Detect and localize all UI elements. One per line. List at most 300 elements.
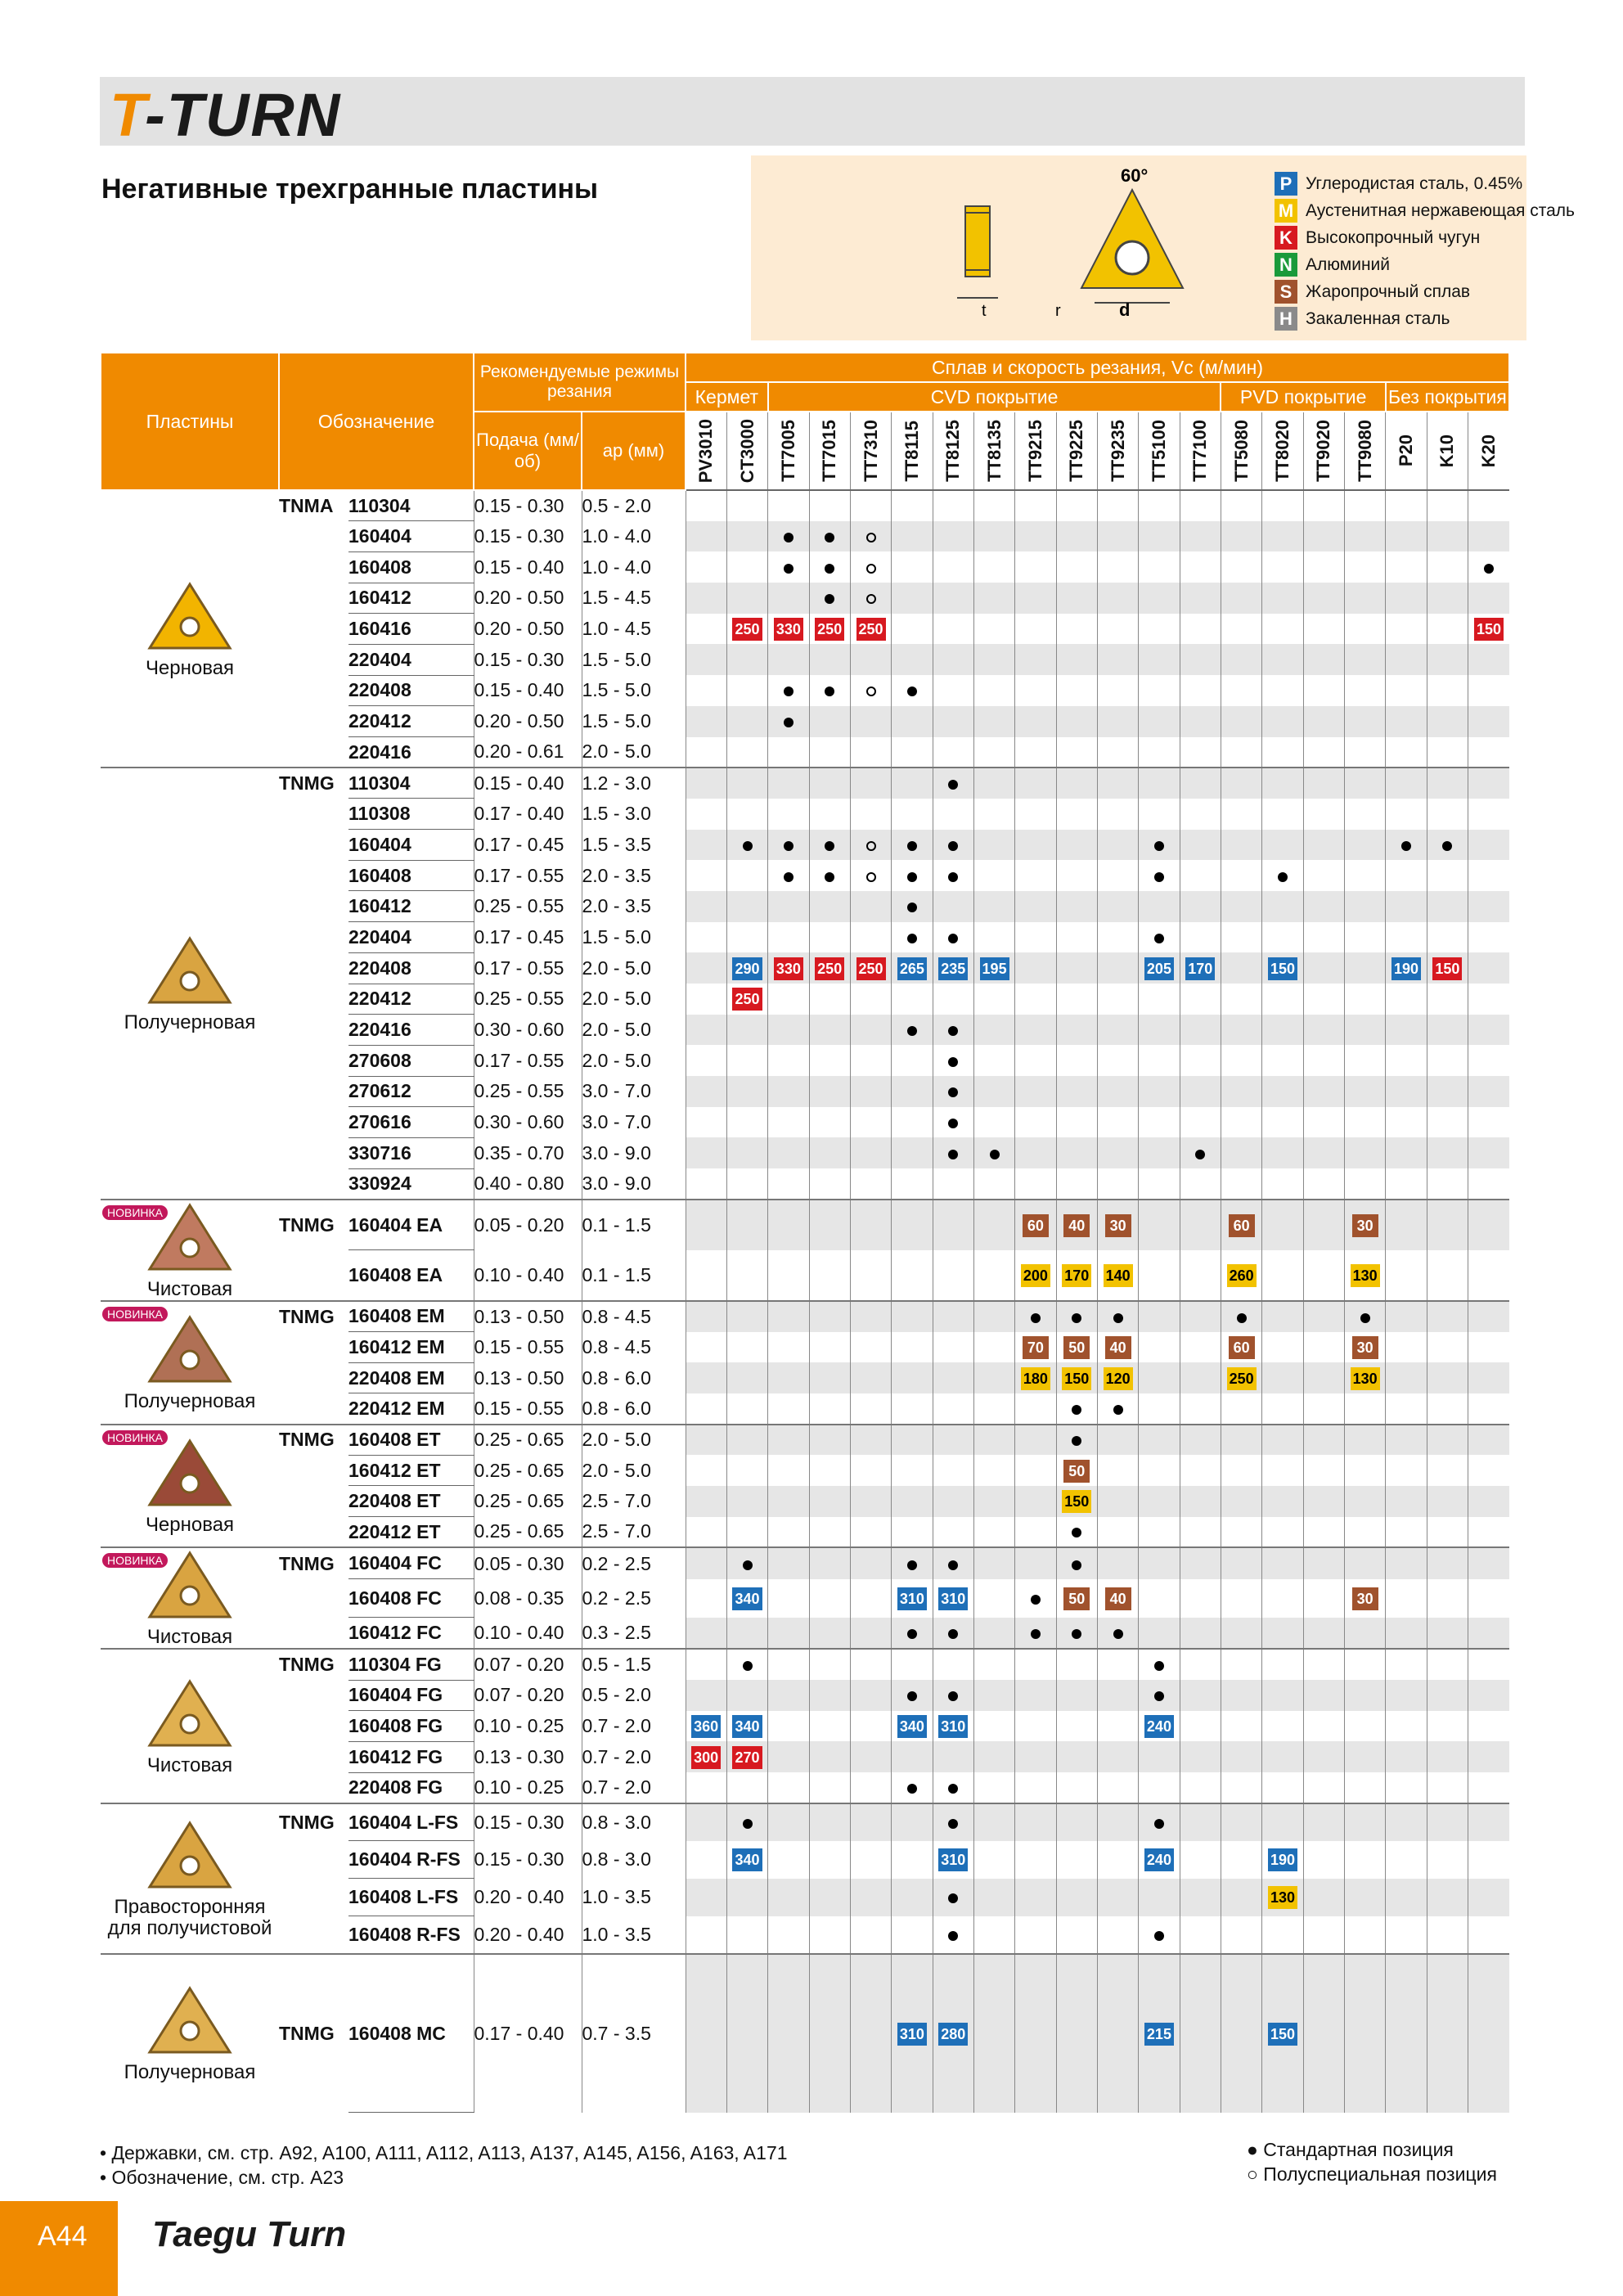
grade-cell	[1180, 737, 1221, 768]
grade-cell	[1221, 984, 1261, 1015]
grade-cell	[809, 614, 850, 645]
grade-cell	[973, 583, 1014, 614]
feed-value: 0.17 - 0.55	[474, 860, 582, 891]
grade-cell	[1221, 1954, 1261, 2113]
grade-cell	[1303, 1879, 1344, 1916]
grade-cell	[892, 1803, 933, 1841]
insert-image	[101, 1436, 279, 1515]
grade-cell	[1056, 1486, 1097, 1517]
grade-cell	[726, 1425, 767, 1456]
grade-cell	[1221, 675, 1261, 706]
grade-cell	[973, 1015, 1014, 1046]
grade-cell	[1221, 1803, 1261, 1841]
legend-text: Аустенитная нержавеющая сталь	[1306, 201, 1575, 220]
grade-cell	[1221, 1168, 1261, 1200]
grade-cell	[1180, 799, 1221, 830]
grade-label: TT8125	[942, 420, 964, 482]
standard-dot	[1072, 1436, 1081, 1446]
grade-cell	[1180, 1841, 1221, 1879]
grade-cell	[1180, 952, 1221, 984]
grade-cell	[1468, 1547, 1510, 1579]
grade-cell	[1427, 1168, 1468, 1200]
grade-cell	[1262, 1076, 1303, 1107]
grade-cell	[973, 1772, 1014, 1803]
grade-cell	[892, 1250, 933, 1301]
series-code	[279, 1579, 348, 1618]
speed-badge: 340	[897, 1715, 927, 1738]
grade-cell	[1221, 1680, 1261, 1711]
grade-cell	[1056, 1517, 1097, 1548]
new-badge: НОВИНКА	[102, 1307, 168, 1321]
grade-cell	[1221, 1772, 1261, 1803]
grade-cell	[686, 1841, 726, 1879]
grade-cell	[1180, 1954, 1221, 2113]
table-row	[101, 1137, 1509, 1168]
grade-cell	[1056, 1301, 1097, 1332]
grade-cell	[1139, 1250, 1180, 1301]
series-code	[279, 952, 348, 984]
ap-value: 3.0 - 9.0	[582, 1168, 686, 1200]
grade-cell	[850, 1455, 891, 1486]
grade-cell	[1015, 891, 1056, 922]
standard-dot	[784, 533, 794, 542]
grade-cell	[1386, 1649, 1427, 1680]
speed-badge: 40	[1063, 1214, 1090, 1237]
grade-cell	[1262, 1362, 1303, 1393]
speed-badge: 60	[1229, 1336, 1255, 1359]
insert-code: 220408 EM	[348, 1362, 474, 1393]
grade-cell	[1180, 984, 1221, 1015]
grade-cell	[850, 1486, 891, 1517]
grade-cell	[1427, 1455, 1468, 1486]
grade-header	[933, 412, 973, 490]
insert-code: 160404 EA	[348, 1200, 474, 1250]
table-row	[101, 1486, 1509, 1517]
ap-value: 0.5 - 2.0	[582, 490, 686, 521]
ap-value: 1.5 - 5.0	[582, 922, 686, 953]
grade-cell	[892, 737, 933, 768]
grade-cell	[1345, 984, 1386, 1015]
grade-cell	[1056, 1393, 1097, 1425]
grade-cell	[1262, 490, 1303, 521]
grade-cell	[1139, 1301, 1180, 1332]
table-row	[101, 1711, 1509, 1742]
insert-code: 160408 EA	[348, 1250, 474, 1301]
insert-code: 160416	[348, 614, 474, 645]
grade-cell	[1056, 1711, 1097, 1742]
grade-cell	[1221, 1841, 1261, 1879]
insert-type-label: Чистовая	[146, 1626, 233, 1649]
grade-cell	[686, 706, 726, 737]
grade-cell	[850, 1649, 891, 1680]
grade-cell	[809, 1362, 850, 1393]
speed-badge: 310	[938, 1587, 968, 1610]
grade-cell	[1468, 1045, 1510, 1076]
grade-cell	[1262, 1618, 1303, 1650]
grade-cell	[933, 891, 973, 922]
grade-cell	[1262, 1015, 1303, 1046]
grade-cell	[1262, 614, 1303, 645]
grade-cell	[1139, 1517, 1180, 1548]
grade-cell	[1386, 1954, 1427, 2113]
series-code: TNMA	[279, 490, 348, 521]
grade-cell	[1180, 1015, 1221, 1046]
grade-cell	[892, 1301, 933, 1332]
grade-cell	[1345, 1107, 1386, 1138]
grade-cell	[768, 1772, 809, 1803]
grade-cell	[933, 551, 973, 583]
grade-cell	[809, 1547, 850, 1579]
grade-cell	[726, 1250, 767, 1301]
standard-dot	[907, 903, 917, 912]
speed-badge: 150	[1062, 1367, 1091, 1390]
grade-cell	[768, 1393, 809, 1425]
series-code	[279, 1076, 348, 1107]
grade-cell	[726, 1200, 767, 1250]
grade-cell	[1015, 1015, 1056, 1046]
grade-cell	[1097, 768, 1138, 799]
grade-cell	[1015, 1954, 1056, 2113]
standard-dot	[907, 934, 917, 943]
grade-cell	[933, 1107, 973, 1138]
grade-cell	[1262, 830, 1303, 861]
grade-cell	[726, 521, 767, 552]
grade-cell	[1139, 1486, 1180, 1517]
grade-cell	[933, 737, 973, 768]
grade-cell	[809, 1076, 850, 1107]
grade-cell	[809, 1649, 850, 1680]
grade-cell	[1386, 1680, 1427, 1711]
grade-cell	[726, 1649, 767, 1680]
table-row	[101, 1455, 1509, 1486]
grade-cell	[686, 1954, 726, 2113]
ap-value: 2.0 - 5.0	[582, 1045, 686, 1076]
grade-cell	[809, 1618, 850, 1650]
series-code	[279, 1741, 348, 1772]
speed-badge: 170	[1062, 1264, 1091, 1287]
grade-cell	[1180, 1076, 1221, 1107]
grade-cell	[1056, 1649, 1097, 1680]
grade-cell	[768, 768, 809, 799]
header-bar	[100, 77, 1525, 149]
grade-cell	[1097, 1076, 1138, 1107]
grade-header	[809, 412, 850, 490]
grade-cell	[892, 675, 933, 706]
grade-cell	[973, 1579, 1014, 1618]
grade-cell	[809, 1803, 850, 1841]
grade-cell	[892, 1076, 933, 1107]
feed-value: 0.15 - 0.30	[474, 1803, 582, 1841]
grade-cell	[1427, 1916, 1468, 1954]
grade-cell	[1139, 614, 1180, 645]
grade-cell	[686, 1455, 726, 1486]
grade-cell	[1139, 1618, 1180, 1650]
grade-cell	[850, 675, 891, 706]
new-badge: НОВИНКА	[102, 1553, 168, 1568]
grade-cell	[809, 952, 850, 984]
standard-dot	[948, 872, 958, 882]
grade-cell	[768, 1954, 809, 2113]
grade-cell	[1386, 1137, 1427, 1168]
grade-cell	[933, 583, 973, 614]
table-row	[101, 644, 1509, 675]
grade-cell	[1468, 891, 1510, 922]
grade-cell	[1386, 830, 1427, 861]
standard-dot	[743, 1560, 753, 1570]
grade-cell	[726, 1362, 767, 1393]
legend-code: N	[1275, 253, 1297, 277]
grade-cell	[1097, 984, 1138, 1015]
insert-image	[101, 934, 279, 1012]
grade-cell	[892, 1680, 933, 1711]
grade-cell	[892, 551, 933, 583]
grade-cell	[1345, 922, 1386, 953]
table-row	[101, 551, 1509, 583]
grade-cell	[1427, 1517, 1468, 1548]
col-ap: ap (мм)	[582, 412, 686, 490]
table-row	[101, 768, 1509, 799]
grade-cell	[1386, 1618, 1427, 1650]
grade-cell	[933, 1301, 973, 1332]
grade-cell	[1386, 1517, 1427, 1548]
grade-cell	[809, 551, 850, 583]
grade-cell	[850, 1772, 891, 1803]
grade-cell	[1015, 830, 1056, 861]
grade-cell	[809, 490, 850, 521]
grade-cell	[1056, 1107, 1097, 1138]
speed-badge: 330	[774, 957, 803, 980]
standard-dot	[825, 687, 834, 696]
grade-cell	[1221, 1579, 1261, 1618]
grade-cell	[850, 1250, 891, 1301]
table-row	[101, 1425, 1509, 1456]
grade-cell	[1180, 490, 1221, 521]
speed-badge: 190	[1268, 1848, 1297, 1871]
grade-cell	[892, 860, 933, 891]
grade-cell	[1303, 583, 1344, 614]
feed-value: 0.15 - 0.40	[474, 675, 582, 706]
grade-cell	[892, 1741, 933, 1772]
insert-code: 220404	[348, 644, 474, 675]
grade-cell	[1180, 830, 1221, 861]
grade-label: P20	[1396, 434, 1417, 467]
series-code	[279, 1045, 348, 1076]
grade-cell	[1015, 614, 1056, 645]
grade-cell	[850, 1076, 891, 1107]
grade-cell	[1097, 1711, 1138, 1742]
standard-dot	[825, 533, 834, 542]
grade-cell	[768, 1680, 809, 1711]
insert-code: 160408 FC	[348, 1579, 474, 1618]
legend-semi: ○ Полуспециальная позиция	[1247, 2163, 1497, 2185]
standard-dot	[948, 1629, 958, 1639]
grade-cell	[809, 675, 850, 706]
grade-cell	[1139, 799, 1180, 830]
grade-cell	[726, 1015, 767, 1046]
grade-cell	[726, 1741, 767, 1772]
grade-cell	[1139, 922, 1180, 953]
grade-cell	[1468, 706, 1510, 737]
feed-value: 0.17 - 0.55	[474, 952, 582, 984]
grade-cell	[726, 1301, 767, 1332]
table-row	[101, 830, 1509, 861]
grade-cell	[768, 860, 809, 891]
grade-cell	[973, 1879, 1014, 1916]
grade-cell	[1180, 922, 1221, 953]
grade-cell	[1221, 551, 1261, 583]
grade-cell	[1427, 1045, 1468, 1076]
insert-image	[101, 579, 279, 658]
grade-cell	[686, 799, 726, 830]
grade-header	[726, 412, 767, 490]
grade-cell	[1056, 1741, 1097, 1772]
grade-cell	[809, 1332, 850, 1363]
grade-cell	[768, 891, 809, 922]
grade-cell	[1427, 1649, 1468, 1680]
grade-cell	[1180, 1301, 1221, 1332]
grade-cell	[1386, 1107, 1427, 1138]
speed-badge: 130	[1268, 1886, 1297, 1909]
grade-cell	[768, 675, 809, 706]
ap-value: 1.5 - 4.5	[582, 583, 686, 614]
speed-badge: 70	[1023, 1336, 1049, 1359]
standard-dot	[1113, 1405, 1123, 1415]
grade-cell	[1056, 1547, 1097, 1579]
ap-value: 2.0 - 5.0	[582, 1455, 686, 1486]
grade-cell	[850, 830, 891, 861]
grade-cell	[892, 1711, 933, 1742]
grade-cell	[1139, 1332, 1180, 1363]
grade-cell	[933, 1168, 973, 1200]
grade-cell	[686, 860, 726, 891]
grade-cell	[933, 490, 973, 521]
grade-cell	[768, 583, 809, 614]
grade-cell	[850, 1517, 891, 1548]
grade-cell	[768, 1200, 809, 1250]
grade-cell	[1468, 1168, 1510, 1200]
grade-cell	[686, 952, 726, 984]
grade-cell	[1386, 1741, 1427, 1772]
grade-cell	[1345, 1879, 1386, 1916]
ap-value: 1.5 - 5.0	[582, 706, 686, 737]
grade-cell	[933, 1200, 973, 1250]
series-code	[279, 1618, 348, 1650]
grade-cell	[809, 1137, 850, 1168]
grade-cell	[1139, 1168, 1180, 1200]
grade-cell	[1180, 1425, 1221, 1456]
grade-cell	[686, 1045, 726, 1076]
speed-badge: 240	[1144, 1715, 1174, 1738]
grade-cell	[1386, 1076, 1427, 1107]
grade-cell	[933, 1393, 973, 1425]
standard-dot	[907, 872, 917, 882]
grade-cell	[726, 1076, 767, 1107]
grade-cell	[1056, 1841, 1097, 1879]
brand-logo: T-TURN	[110, 81, 342, 149]
grade-cell	[850, 1954, 891, 2113]
grade-cell	[1097, 1332, 1138, 1363]
ap-value: 2.0 - 5.0	[582, 737, 686, 768]
grade-cell	[1262, 1200, 1303, 1250]
grade-cell	[1303, 1045, 1344, 1076]
grade-cell	[726, 1841, 767, 1879]
ap-value: 0.7 - 3.5	[582, 1954, 686, 2113]
grade-cell	[686, 1803, 726, 1841]
grade-cell	[1097, 799, 1138, 830]
standard-dot	[1237, 1313, 1247, 1323]
ap-value: 1.5 - 3.0	[582, 799, 686, 830]
grade-cell	[1468, 1455, 1510, 1486]
feed-value: 0.30 - 0.60	[474, 1107, 582, 1138]
series-code	[279, 1015, 348, 1046]
grade-cell	[1262, 799, 1303, 830]
grade-cell	[1303, 1741, 1344, 1772]
grade-cell	[1221, 521, 1261, 552]
grade-cell	[1056, 1362, 1097, 1393]
grade-cell	[1056, 1954, 1097, 2113]
feed-value: 0.20 - 0.40	[474, 1879, 582, 1916]
standard-dot	[743, 1819, 753, 1829]
grade-cell	[892, 1107, 933, 1138]
insert-code: 160408 FG	[348, 1711, 474, 1742]
grade-cell	[1015, 1680, 1056, 1711]
speed-badge: 310	[938, 1715, 968, 1738]
grade-cell	[1303, 860, 1344, 891]
grade-cell	[768, 1107, 809, 1138]
grade-cell	[1139, 1107, 1180, 1138]
grade-cell	[686, 644, 726, 675]
standard-dot	[1072, 1560, 1081, 1570]
standard-dot	[1154, 1819, 1164, 1829]
grade-cell	[850, 1618, 891, 1650]
ap-value: 0.7 - 2.0	[582, 1772, 686, 1803]
grade-cell	[1056, 891, 1097, 922]
table-row	[101, 1649, 1509, 1680]
grade-cell	[1468, 1425, 1510, 1456]
insert-code: 160412 FG	[348, 1741, 474, 1772]
table-row	[101, 1332, 1509, 1363]
grade-cell	[973, 644, 1014, 675]
insert-type-label: Черновая	[145, 656, 235, 679]
grade-cell	[1468, 1772, 1510, 1803]
grade-cell	[850, 768, 891, 799]
grade-cell	[768, 1168, 809, 1200]
grade-cell	[892, 1879, 933, 1916]
grade-cell	[1180, 1393, 1221, 1425]
speed-badge: 30	[1352, 1587, 1378, 1610]
insert-group-cell	[101, 1301, 279, 1425]
grade-label: TT8135	[983, 420, 1005, 482]
feed-value: 0.35 - 0.70	[474, 1137, 582, 1168]
insert-code: 110304	[348, 768, 474, 799]
grade-cell	[686, 1250, 726, 1301]
ap-value: 2.0 - 3.5	[582, 891, 686, 922]
grade-cell	[892, 1841, 933, 1879]
table-row	[101, 737, 1509, 768]
grade-cell	[726, 490, 767, 521]
grade-cell	[1015, 1841, 1056, 1879]
grade-cell	[1015, 1045, 1056, 1076]
ap-value: 0.7 - 2.0	[582, 1741, 686, 1772]
series-code	[279, 922, 348, 953]
grade-cell	[1468, 952, 1510, 984]
grade-cell	[850, 614, 891, 645]
grade-cell	[1221, 737, 1261, 768]
grade-cell	[1056, 614, 1097, 645]
speed-badge: 240	[1144, 1848, 1174, 1871]
grade-cell	[1303, 1168, 1344, 1200]
grade-cell	[1221, 614, 1261, 645]
